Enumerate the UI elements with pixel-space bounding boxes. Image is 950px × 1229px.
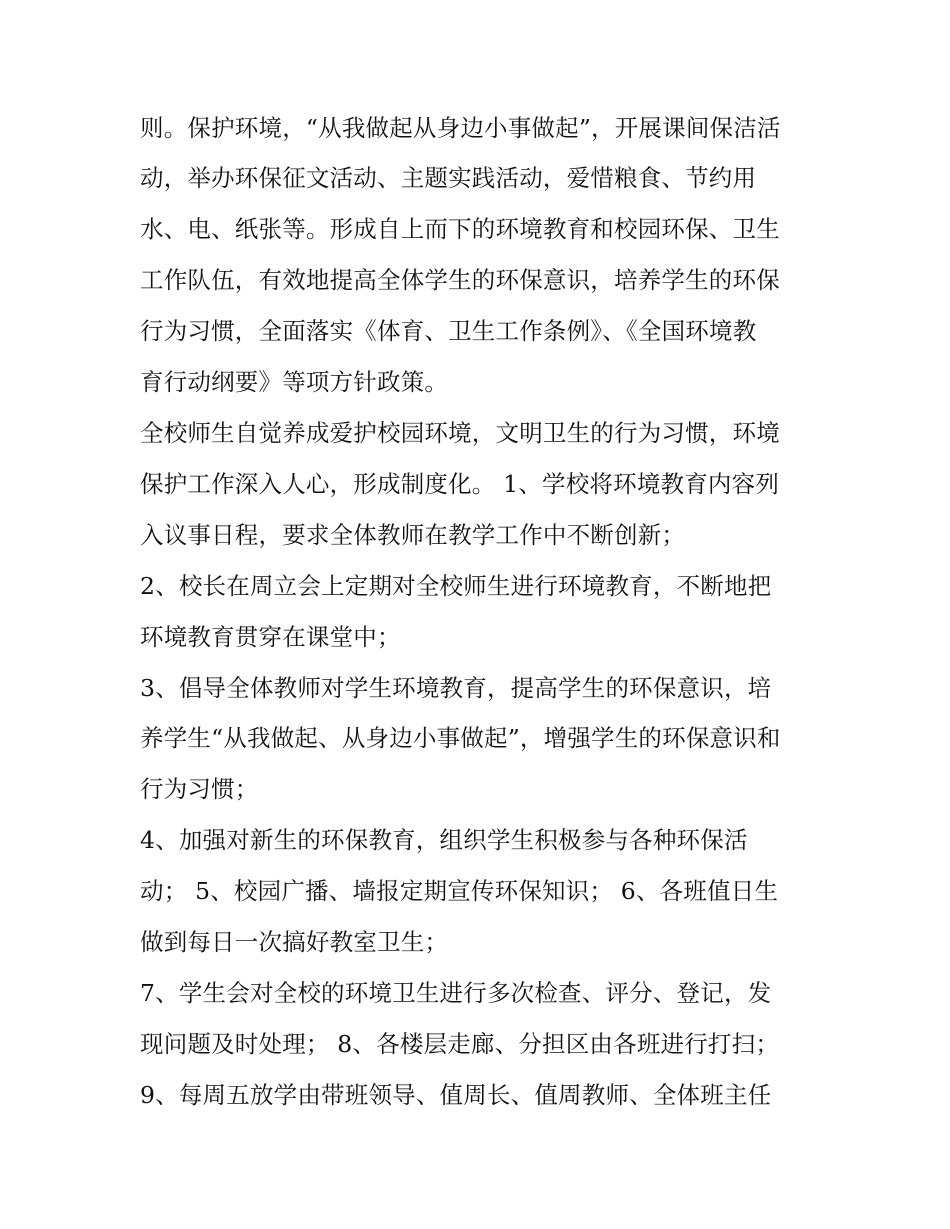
text-line: 行为习惯，全面落实《体育、卫生工作条例》、《全国环境教	[140, 317, 757, 345]
text-line: 做到每日一次搞好教室卫生；	[140, 928, 449, 956]
text-line: 育行动纲要》等项方针政策。	[140, 368, 449, 396]
text-line: 4、加强对新生的环保教育，组织学生积极参与各种环保活	[140, 826, 748, 854]
text-line: 2、校长在周立会上定期对全校师生进行环境教育，不断地把	[140, 572, 772, 600]
text-line: 养学生“从我做起、从身边小事做起”，增强学生的环保意识和	[140, 724, 781, 752]
text-line: 行为习惯；	[140, 775, 259, 803]
text-line: 则。保护环境，“从我做起从身边小事做起”，开展课间保洁活	[140, 114, 781, 142]
text-line: 9、每周五放学由带班领导、值周长、值周教师、全体班主任	[140, 1081, 772, 1109]
text-line: 水、电、纸张等。形成自上而下的环境教育和校园环保、卫生	[140, 215, 780, 243]
text-line: 入议事日程，要求全体教师在教学工作中不断创新；	[140, 521, 686, 549]
text-line: 动，举办环保征文活动、主题实践活动，爱惜粮食、节约用	[140, 164, 757, 192]
text-line: 动； 5、校园广播、墙报定期宣传环保知识； 6、各班值日生	[140, 877, 779, 905]
text-line: 7、学生会对全校的环境卫生进行多次检查、评分、登记，发	[140, 979, 772, 1007]
text-line: 工作队伍，有效地提高全体学生的环保意识，培养学生的环保	[140, 266, 780, 294]
text-line: 全校师生自觉养成爱护校园环境，文明卫生的行为习惯，环境	[140, 419, 780, 447]
text-line: 环境教育贯穿在课堂中；	[140, 623, 401, 651]
text-line: 3、倡导全体教师对学生环境教育，提高学生的环保意识，培	[140, 674, 772, 702]
text-line: 保护工作深入人心，形成制度化。 1、学校将环境教育内容列	[140, 470, 780, 498]
text-line: 现问题及时处理； 8、各楼层走廊、分担区由各班进行打扫；	[140, 1030, 780, 1058]
